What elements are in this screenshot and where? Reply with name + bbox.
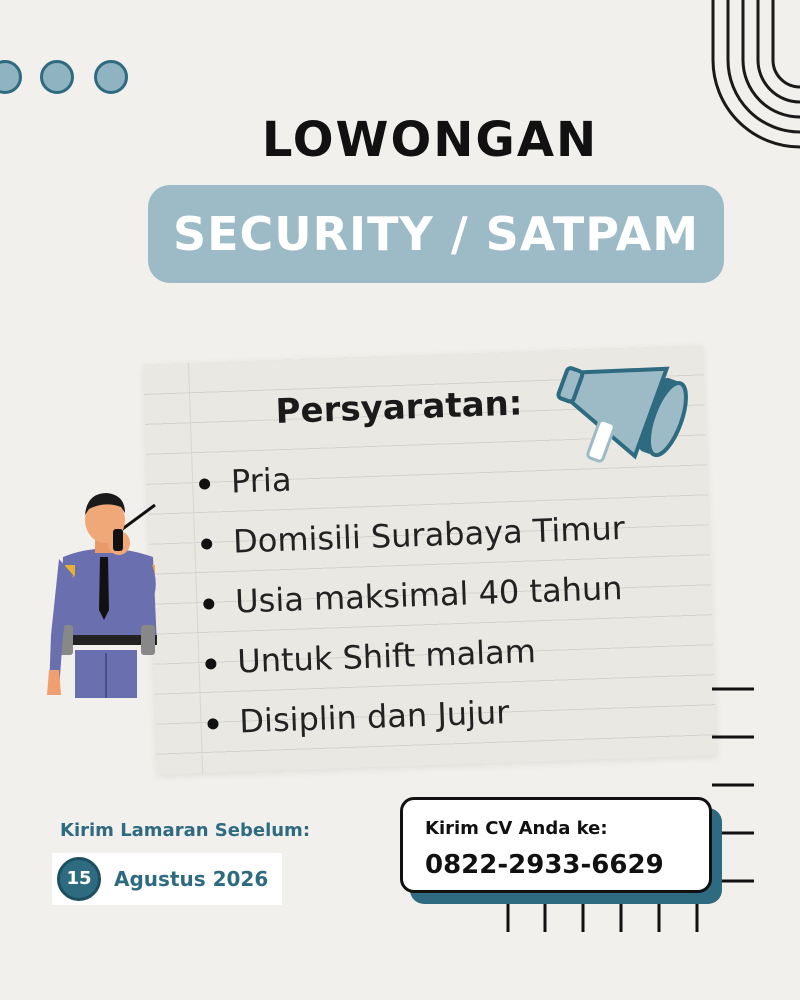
job-banner: [148, 185, 724, 283]
decorative-lines: [505, 900, 705, 935]
deadline-label: Kirim Lamaran Sebelum:: [60, 820, 311, 841]
list-item: Pria: [192, 436, 674, 513]
job-banner-text: SECURITY / SATPAM: [172, 207, 700, 261]
list-item: Disiplin dan Jujur: [200, 676, 682, 753]
deadline-date: [52, 853, 282, 905]
list-item: Usia maksimal 40 tahun: [196, 556, 678, 633]
deadline-day: 15: [57, 857, 101, 901]
requirements-list: [192, 436, 682, 753]
contact-label: Kirim CV Anda ke:: [425, 818, 608, 839]
contact-phone[interactable]: 0822-2933-6629: [425, 850, 664, 880]
dot-icon: [40, 60, 74, 94]
contact-card: [400, 797, 712, 893]
requirements-section: [190, 378, 682, 753]
list-item: Untuk Shift malam: [198, 616, 680, 693]
list-item: Domisili Surabaya Timur: [194, 496, 676, 573]
dot-icon: [0, 60, 22, 94]
deadline-month-year: Agustus 2026: [114, 867, 269, 891]
page-title: LOWONGAN: [261, 112, 599, 168]
security-guard-illustration: [45, 485, 170, 700]
dot-icon: [94, 60, 128, 94]
requirements-heading: Persyaratan:: [274, 383, 524, 433]
